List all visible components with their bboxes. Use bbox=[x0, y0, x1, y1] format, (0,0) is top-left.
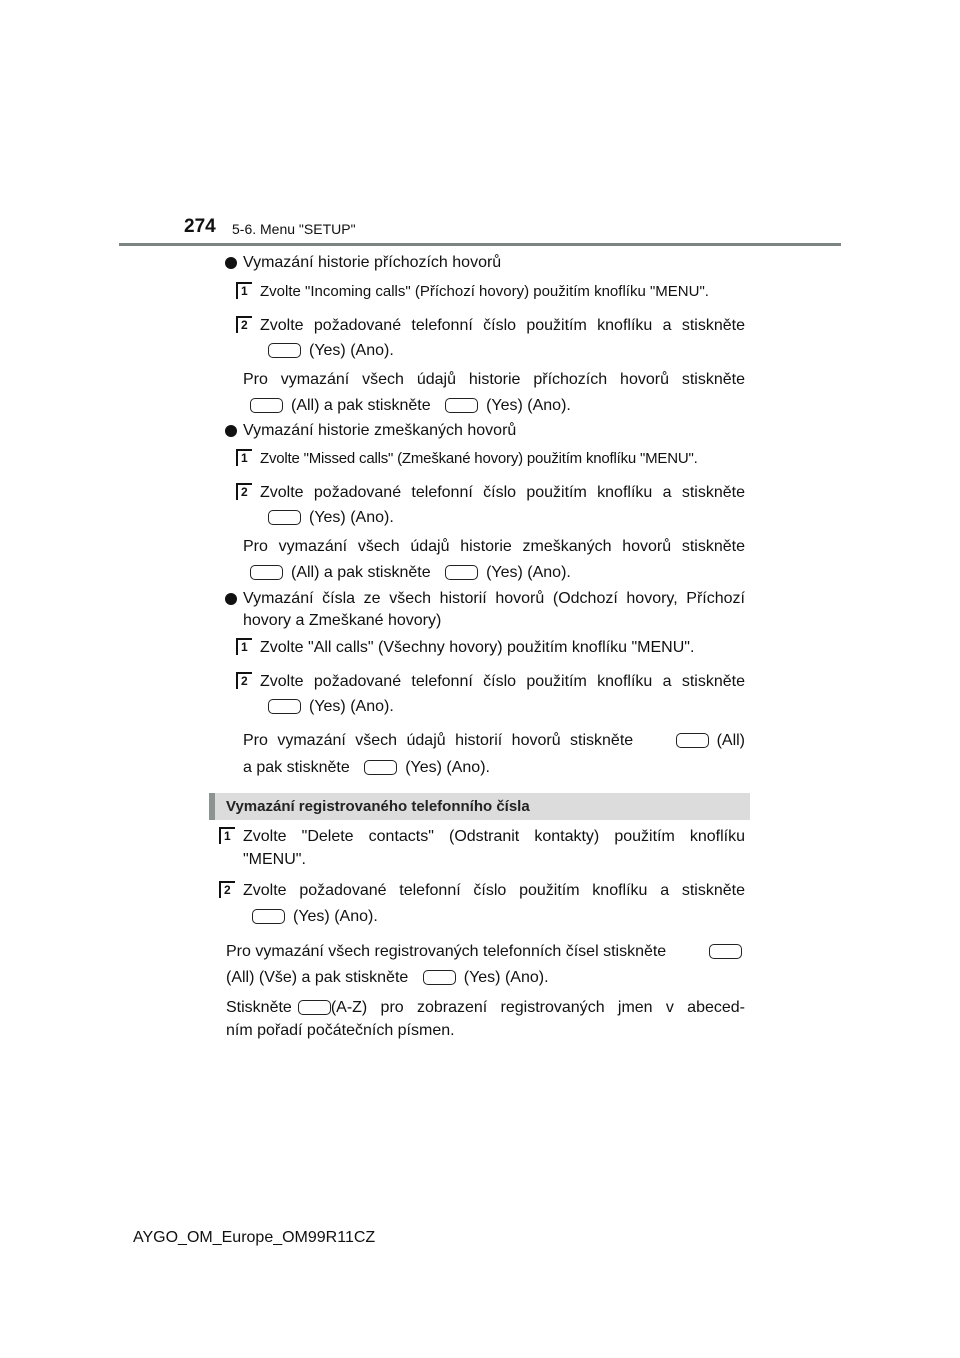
bullet-icon bbox=[225, 257, 237, 269]
bullet-icon bbox=[225, 593, 237, 605]
group-2-step-2-line-1: Zvolte požadované telefonní číslo použitím knoflíku a stiskněte bbox=[260, 484, 745, 501]
section-heading: Vymazání registrovaného telefonního čísla bbox=[226, 798, 530, 815]
all-key-icon bbox=[676, 733, 709, 748]
section-note-2-line-1: Stiskněte (A-Z) pro zobrazení registrovaných jmen v abeced- bbox=[226, 999, 745, 1016]
header-divider bbox=[119, 243, 841, 246]
bullet-icon bbox=[225, 425, 237, 437]
group-2-step-2-line-2: (Yes) (Ano). bbox=[266, 506, 394, 530]
group-2-title: Vymazání historie zmeškaných hovorů bbox=[243, 422, 517, 439]
yes-key-icon bbox=[268, 699, 301, 714]
yes-key-icon bbox=[423, 970, 456, 985]
section-header-bar bbox=[209, 793, 750, 820]
group-3-title-line-2: hovory a Zmeškané hovory) bbox=[243, 612, 442, 629]
all-key-icon bbox=[250, 398, 283, 413]
all-key-icon bbox=[709, 944, 742, 959]
section-note-2-line-2: ním pořadí počátečních písmen. bbox=[226, 1022, 455, 1039]
yes-key-icon bbox=[445, 398, 478, 413]
all-key-icon bbox=[250, 565, 283, 580]
group-1-note-line-2: (All) a pak stiskněte (Yes) (Ano). bbox=[248, 394, 571, 418]
group-1-title: Vymazání historie příchozích hovorů bbox=[243, 254, 502, 271]
step-1-icon: 1 bbox=[236, 282, 252, 299]
section-note-1-line-2: (All) (Vše) a pak stiskněte (Yes) (Ano). bbox=[226, 969, 549, 986]
group-3-step-2-line-2: (Yes) (Ano). bbox=[266, 695, 394, 719]
step-1-icon: 1 bbox=[236, 449, 252, 466]
yes-key-icon bbox=[364, 760, 397, 775]
group-3-step-1: Zvolte "All calls" (Všechny hovory) použitím knoflíku "MENU". bbox=[260, 639, 695, 656]
step-2-icon: 2 bbox=[236, 672, 252, 689]
step-2-icon: 2 bbox=[219, 881, 235, 898]
page-number: 274 bbox=[184, 216, 216, 237]
group-3-note-line-2: a pak stiskněte (Yes) (Ano). bbox=[243, 759, 490, 776]
group-2-step-1: Zvolte "Missed calls" (Zmeškané hovory) použitím knoflíku "MENU". bbox=[260, 450, 698, 467]
az-key-icon bbox=[298, 1000, 331, 1015]
yes-key-icon bbox=[268, 343, 301, 358]
section-note-1-line-1: Pro vymazání všech registrovaných telefonních čísel stiskněte bbox=[226, 940, 742, 964]
section-breadcrumb: 5-6. Menu "SETUP" bbox=[232, 221, 356, 237]
group-2-note-line-2: (All) a pak stiskněte (Yes) (Ano). bbox=[248, 561, 571, 585]
group-3-title-line-1: Vymazání čísla ze všech historií hovorů (Odchozí hovory, Příchozí bbox=[243, 590, 745, 607]
document-code: AYGO_OM_Europe_OM99R11CZ bbox=[133, 1229, 376, 1246]
group-3-note-line-1: Pro vymazání všech údajů historií hovorů stiskněte (All) bbox=[243, 732, 745, 749]
group-2-note-line-1: Pro vymazání všech údajů historie zmeškaných hovorů stiskněte bbox=[243, 538, 745, 555]
group-1-step-2-line-1: Zvolte požadované telefonní číslo použitím knoflíku a stiskněte bbox=[260, 317, 745, 334]
section-step-2-line-1: Zvolte požadované telefonní číslo použitím knoflíku a stiskněte bbox=[243, 882, 745, 899]
step-2-icon: 2 bbox=[236, 483, 252, 500]
group-1-step-2-line-2: (Yes) (Ano). bbox=[266, 339, 394, 363]
section-step-1-line-2: "MENU". bbox=[243, 851, 306, 868]
group-3-step-2-line-1: Zvolte požadované telefonní číslo použitím knoflíku a stiskněte bbox=[260, 673, 745, 690]
step-2-icon: 2 bbox=[236, 316, 252, 333]
yes-key-icon bbox=[268, 510, 301, 525]
yes-key-icon bbox=[445, 565, 478, 580]
group-1-note-line-1: Pro vymazání všech údajů historie příchozích hovorů stiskněte bbox=[243, 371, 745, 388]
section-step-1-line-1: Zvolte "Delete contacts" (Odstranit kontakty) použitím knoflíku bbox=[243, 828, 745, 845]
yes-key-icon bbox=[252, 909, 285, 924]
section-step-2-line-2: (Yes) (Ano). bbox=[250, 905, 378, 929]
group-1-step-1: Zvolte "Incoming calls" (Příchozí hovory) použitím knoflíku "MENU". bbox=[260, 283, 709, 300]
step-1-icon: 1 bbox=[236, 638, 252, 655]
step-1-icon: 1 bbox=[219, 827, 235, 844]
